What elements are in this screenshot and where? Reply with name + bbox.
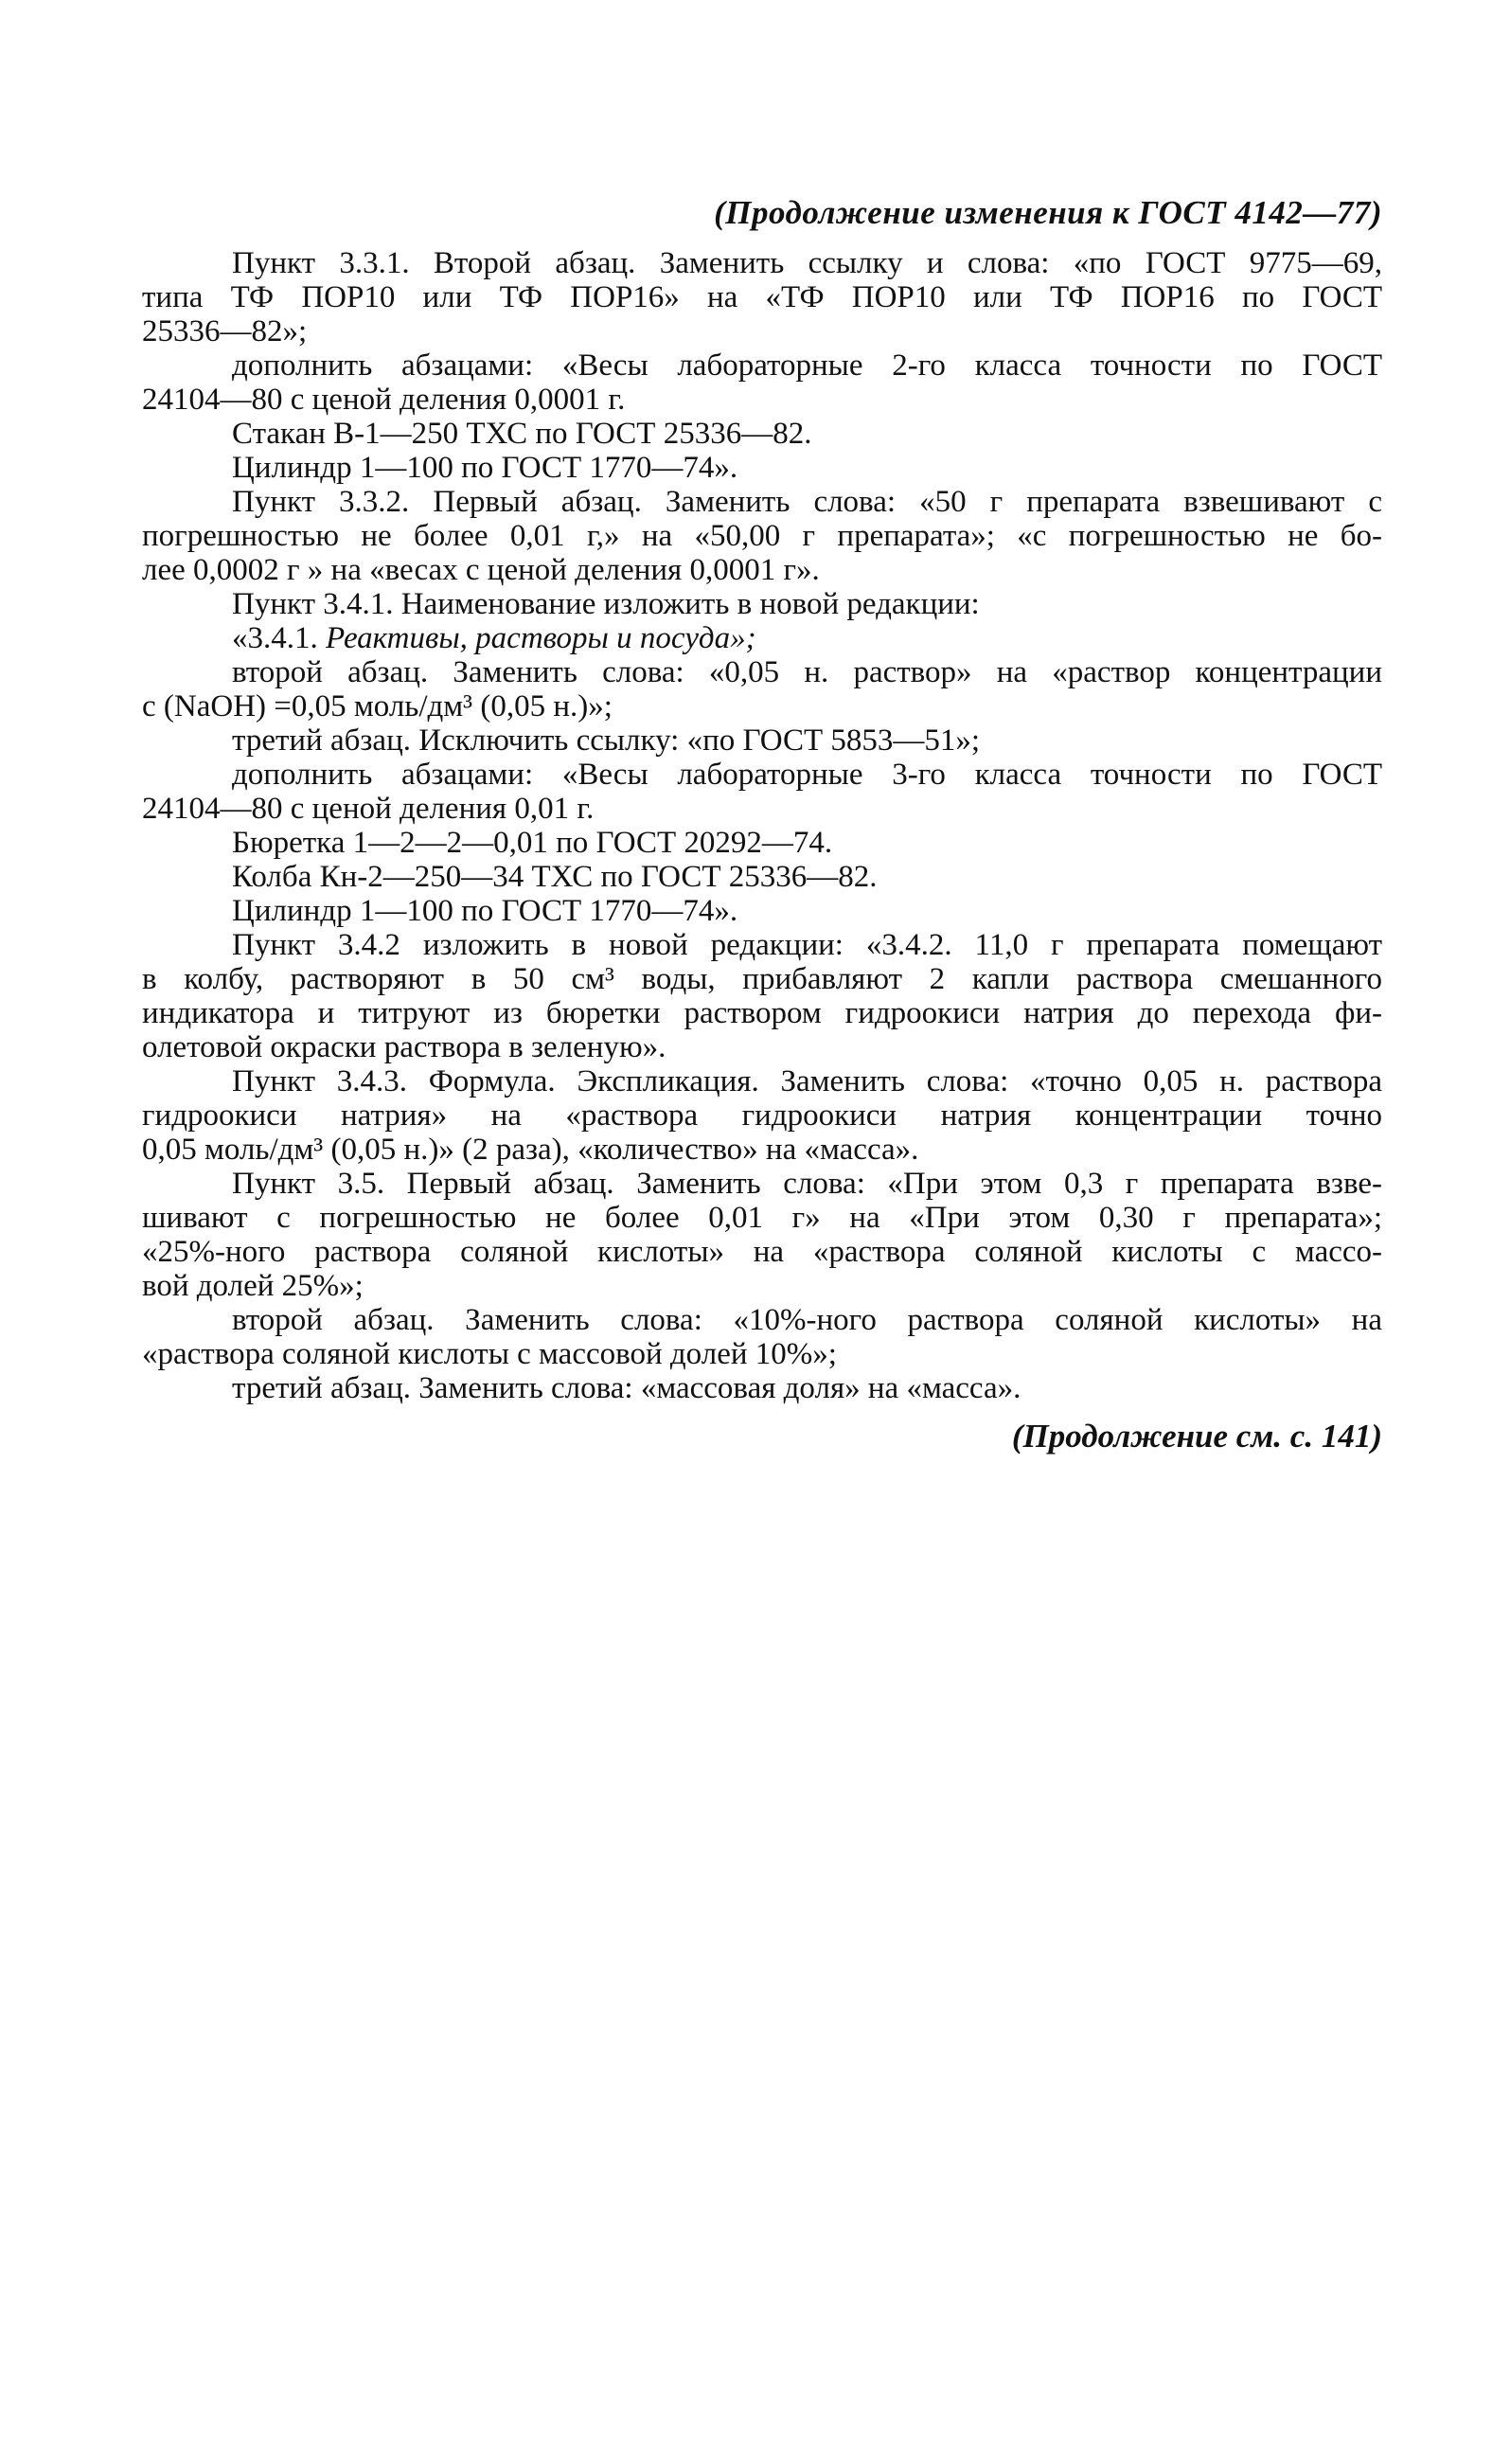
paragraph [142,348,1382,417]
text-line: вой долей 25%»; [142,1269,364,1303]
paragraph [142,860,1382,894]
paragraph [142,1167,1382,1303]
text-line: олетовой окраски раствора в зеленую». [142,1030,666,1064]
text-line: лее 0,0002 г » на «весах с ценой деления 0,0001 г». [142,553,820,587]
text-line: Цилиндр 1—100 по ГОСТ 1770—74». [232,894,738,928]
paragraph [142,587,1382,621]
paragraph [142,1371,1382,1405]
paragraph [142,826,1382,860]
text-line: Пункт 3.3.1. Второй абзац. Заменить ссылку и слова: «по ГОСТ 9775—69, [232,246,1382,280]
text-line: второй абзац. Заменить слова: «10%-ного раствора соляной кислоты» на [232,1303,1382,1337]
paragraph [142,655,1382,723]
continuation-footer: (Продолжение см. с. 141) [1011,1418,1382,1455]
text-line: третий абзац. Заменить слова: «массовая доля» на «масса». [232,1371,1021,1405]
text-line: 0,05 моль/дм³ (0,05 н.)» (2 раза), «количество» на «масса». [142,1133,919,1167]
paragraph [142,1303,1382,1371]
text-line: 24104—80 с ценой деления 0,0001 г. [142,383,626,417]
text-line: 25336—82»; [142,314,308,348]
text-line: c (NaOH) =0,05 моль/дм³ (0,05 н.)»; [142,689,613,723]
paragraph [142,1064,1382,1167]
text-line: Пункт 3.4.2 изложить в новой редакции: «3.4.2. 11,0 г препарата помещают [232,928,1382,962]
paragraph [142,928,1382,1064]
text-line: Пункт 3.5. Первый абзац. Заменить слова: «При этом 0,3 г препарата взве- [232,1167,1382,1201]
paragraph [142,246,1382,348]
text-line: 24104—80 с ценой деления 0,01 г. [142,792,595,826]
text-line: погрешностью не более 0,01 г,» на «50,00 г препарата»; «с погрешностью не бо- [142,519,1382,553]
paragraph [142,621,1382,655]
text-line: Бюретка 1—2—2—0,01 по ГОСТ 20292—74. [232,826,833,860]
text-line: дополнить абзацами: «Весы лабораторные 2-го класса точности по ГОСТ [232,348,1382,383]
text-line: второй абзац. Заменить слова: «0,05 н. раствор» на «раствор концентрации [232,655,1382,689]
text-line: индикатора и титруют из бюретки раствором гидроокиси натрия до перехода фи- [142,996,1382,1030]
text-line: Колба Кн-2—250—34 ТХС по ГОСТ 25336—82. [232,860,878,894]
text-line: типа ТФ ПОР10 или ТФ ПОР16» на «ТФ ПОР10 или ТФ ПОР16 по ГОСТ [142,280,1382,314]
text-line [142,621,1382,655]
paragraph [142,894,1382,928]
text-line: третий абзац. Исключить ссылку: «по ГОСТ 5853—51»; [232,723,981,758]
document-body [142,246,1382,1405]
text-line: Цилиндр 1—100 по ГОСТ 1770—74». [232,451,738,485]
paragraph [142,485,1382,587]
text-line: шивают с погрешностью не более 0,01 г» на «При этом 0,30 г препарата»; [142,1201,1382,1235]
paragraph [142,758,1382,826]
paragraph [142,417,1382,451]
text-line: Пункт 3.4.3. Формула. Экспликация. Заменить слова: «точно 0,05 н. раствора [232,1064,1382,1098]
clause-number: «3.4.1. [232,621,326,655]
text-line: Стакан В-1—250 ТХС по ГОСТ 25336—82. [232,417,812,451]
clause-title-italic: Реактивы, растворы и посуда»; [326,621,756,655]
text-line: «25%-ного раствора соляной кислоты» на «раствора соляной кислоты с массо- [142,1235,1382,1269]
paragraph [142,723,1382,758]
text-line: «раствора соляной кислоты с массовой долей 10%»; [142,1337,837,1371]
continuation-header: (Продолжение изменения к ГОСТ 4142—77) [714,194,1382,231]
text-line: дополнить абзацами: «Весы лабораторные 3-го класса точности по ГОСТ [232,758,1382,792]
text-line: гидроокиси натрия» на «раствора гидроокиси натрия концентрации точно [142,1098,1382,1133]
text-line: Пункт 3.4.1. Наименование изложить в новой редакции: [232,587,980,621]
text-line: Пункт 3.3.2. Первый абзац. Заменить слова: «50 г препарата взвешивают с [232,485,1382,519]
paragraph [142,451,1382,485]
text-line: в колбу, растворяют в 50 см³ воды, прибавляют 2 капли раствора смешанного [142,962,1382,996]
